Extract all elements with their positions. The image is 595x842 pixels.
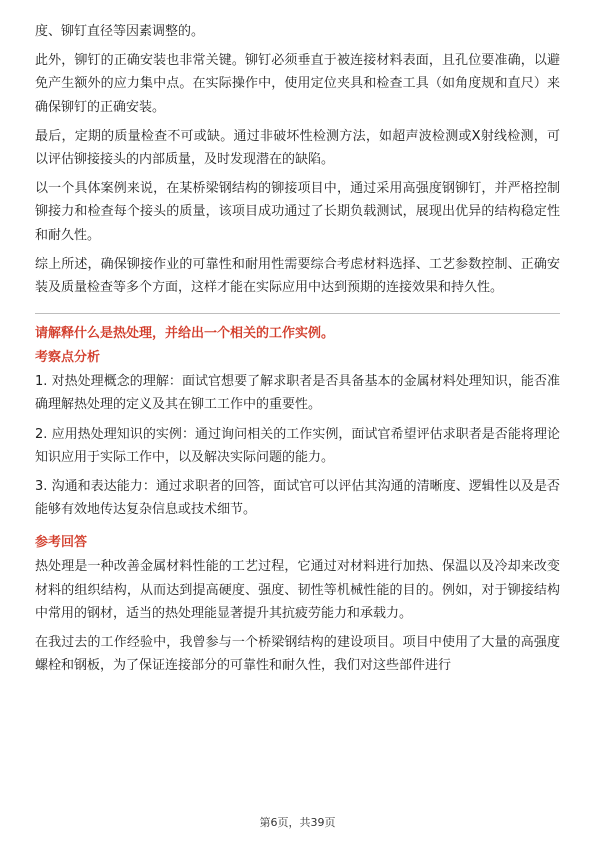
- paragraph: 综上所述，确保铆接作业的可靠性和耐用性需要综合考虑材料选择、工艺参数控制、正确安装及质量检查等多个方面，这样才能在实际应用中达到预期的连接效果和持久性。: [35, 256, 560, 296]
- analysis-item: 1. 对热处理概念的理解：面试官想要了解求职者是否具备基本的金属材料处理知识，能否准确理解热处理的定义及其在铆工工作中的重要性。: [35, 374, 560, 413]
- question-heading: 请解释什么是热处理，并给出一个相关的工作实例。: [35, 326, 335, 342]
- section-divider: [35, 313, 560, 314]
- analysis-item: 3. 沟通和表达能力：通过求职者的回答，面试官可以评估其沟通的清晰度、逻辑性以及是否能够有效地传达复杂信息或技术细节。: [35, 479, 560, 518]
- paragraph: 此外，铆钉的正确安装也非常关键。铆钉必须垂直于被连接材料表面，且孔位要准确，以避免产生额外的应力集中点。在实际操作中，使用定位夹具和检查工具（如角度规和直尺）来确保铆钉的正确安装。: [35, 53, 560, 115]
- answer-paragraph: 在我过去的工作经验中，我曾参与一个桥梁钢结构的建设项目。项目中使用了大量的高强度螺栓和钢板，为了保证连接部分的可靠性和耐久性，我们对这些部件进行: [35, 635, 560, 674]
- answer-paragraph: 热处理是一种改善金属材料性能的工艺过程，它通过对材料进行加热、保温以及冷却来改变材料的组织结构，从而达到提高硬度、强度、韧性等机械性能的目的。例如，对于铆接结构中常用的钢材，适当的热处理能显著提升其抗疲劳能力和承载力。: [35, 559, 560, 621]
- page-number-footer: 第6页，共39页: [259, 816, 336, 829]
- document-page: [35, 20, 560, 677]
- analysis-title: 考察点分析: [35, 350, 101, 366]
- analysis-item: 2. 应用热处理知识的实例：通过询问相关的工作实例，面试官希望评估求职者是否能将理论知识应用于实际工作中，以及解决实际问题的能力。: [35, 426, 560, 465]
- answer-title: 参考回答: [35, 535, 88, 551]
- paragraph: 以一个具体案例来说，在某桥梁钢结构的铆接项目中，通过采用高强度钢铆钉，并严格控制铆接力和检查每个接头的质量，该项目成功通过了长期负载测试，展现出优异的结构稳定性和耐久性。: [35, 181, 560, 243]
- paragraph: 最后，定期的质量检查不可或缺。通过非破坏性检测方法，如超声波检测或X射线检测，可以评估铆接接头的内部质量，及时发现潜在的缺陷。: [35, 128, 560, 168]
- paragraph: 度、铆钉直径等因素调整的。: [35, 24, 205, 39]
